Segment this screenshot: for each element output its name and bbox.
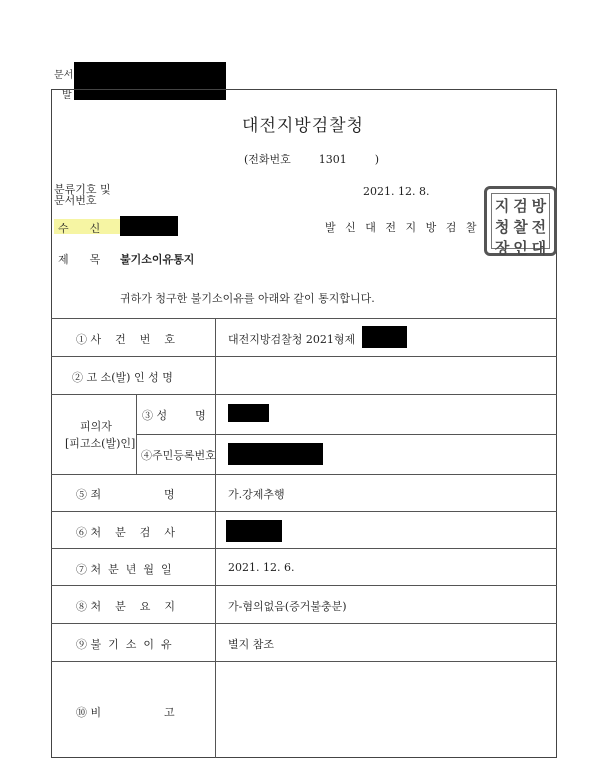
reason-value: 별지 참조 [228,638,275,651]
crime-value: 가.강제추행 [228,488,285,501]
document-date: 2021. 12. 8. [363,185,430,198]
recipient-label: 수 신 [58,222,101,235]
complainant-label: ② 고 소(발) 인 성 명 [72,371,173,384]
redaction-prosecutor [226,520,282,542]
subject-label: 제 목 [58,253,101,266]
table-line [51,548,557,549]
resident-number-label: ④주민등록번호 [141,449,216,462]
phone-line: (전화번호 1301 ) [244,153,380,166]
table-line [51,474,557,475]
case-number-label: ① 사 건 번 호 [76,333,175,346]
name-label: ③ 성 명 [142,409,206,422]
sender-label-fragment: 발 [62,90,72,101]
redaction-name [228,404,269,422]
seal-character: 인 [513,239,528,257]
table-line [51,394,557,395]
official-seal [484,186,557,256]
classification-label-1: 분류기호 및 [54,183,111,196]
redaction-resident-number [228,443,323,465]
seal-character: 장 [494,239,510,257]
intro-sentence: 귀하가 청구한 불기소이유를 아래와 같이 통지합니다. [120,292,375,305]
case-number-value: 대전지방검찰청 2021형제 [228,333,356,346]
classification-label-2: 문서번호 [54,194,97,207]
table-line [136,434,557,435]
redaction-recipient [120,216,178,236]
doc-number-label: 문서 [54,70,74,81]
seal-character: 전 [531,218,547,236]
redaction-case-number [362,326,407,348]
seal-character: 찰 [513,218,528,236]
table-divider [215,318,216,758]
seal-character: 대 [531,239,547,257]
table-line [51,356,557,357]
seal-character: 검 [513,197,528,215]
seal-character: 방 [531,197,547,215]
sender-line: 발 신 대 전 지 방 검 찰 [325,221,480,234]
crime-label: ⑤ 죄 명 [76,488,175,501]
remarks-label: ⑩ 비 고 [76,706,175,719]
seal-character: 지 [494,197,510,215]
table-line [51,511,557,512]
table-line [51,661,557,662]
disposal-summary-value: 가-혐의없음(증거불충분) [228,600,347,613]
subject-value: 불기소이유통지 [120,253,195,266]
document-frame [51,89,557,758]
suspect-group-sublabel: [피고소(발)인] [65,437,136,450]
seal-character: 청 [494,218,510,236]
disposal-date-value: 2021. 12. 6. [228,561,295,574]
table-line [51,623,557,624]
disposal-date-label: ⑦ 처 분 년 월 일 [76,563,172,576]
reason-label: ⑨ 불 기 소 이 유 [76,638,172,651]
table-line [51,585,557,586]
table-divider [136,394,137,474]
disposal-summary-label: ⑧ 처 분 요 지 [76,600,175,613]
office-title: 대전지방검찰청 [242,116,364,136]
table-top-line [51,318,557,319]
suspect-group-label: 피의자 [80,420,112,433]
prosecutor-label: ⑥ 처 분 검 사 [76,526,175,539]
